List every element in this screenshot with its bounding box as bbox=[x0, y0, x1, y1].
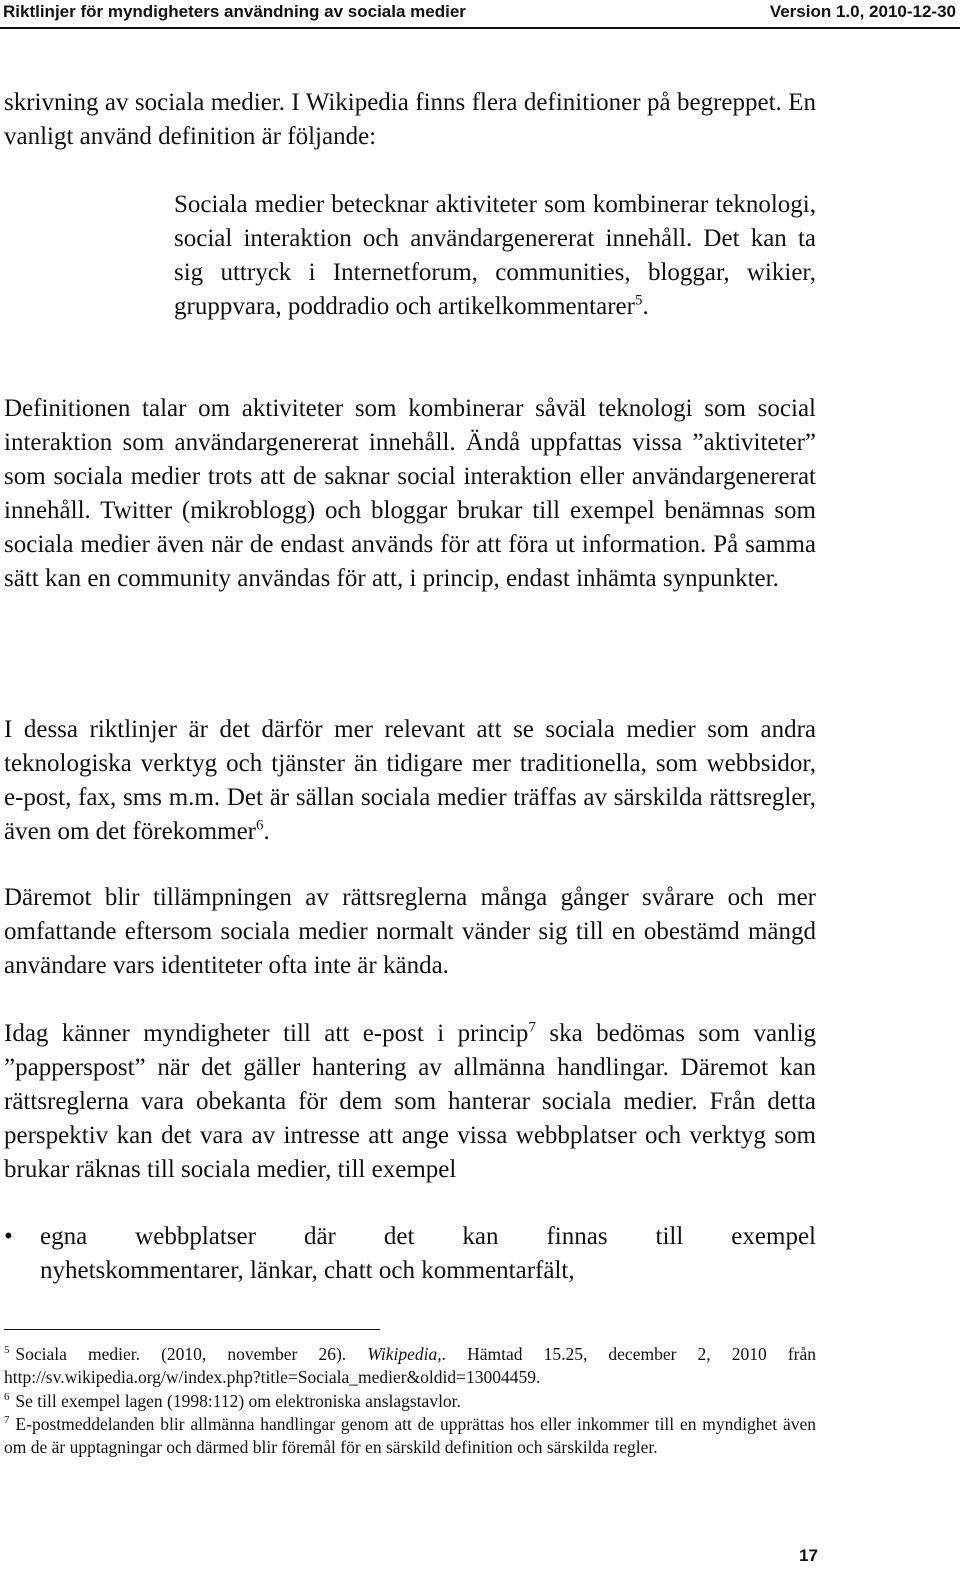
quote-text: Sociala medier betecknar aktiviteter som kombinerar teknologi, social interaktion och användargenererat innehåll. Det kan ta sig uttryck i Internetforum, communities, bloggar, wikier, gruppvara, poddradio och artikelkommentarer bbox=[174, 191, 816, 320]
footnote-number: 6 bbox=[4, 1390, 10, 1403]
list-item-line-2: nyhetskommentarer, länkar, chatt och kommentarfält, bbox=[40, 1257, 575, 1284]
footnote-5 bbox=[4, 1343, 816, 1390]
quote-end: . bbox=[642, 293, 649, 320]
footnote-number: 7 bbox=[4, 1414, 10, 1427]
footnote-ref-7[interactable]: 7 bbox=[528, 1019, 536, 1036]
footnote-text: E-postmeddelanden blir allmänna handlingar genom att de upprättas hos eller inkommer till en myndighet även om de är upptagningar och därmed blir föremål för en särskild definition och särskilda regler. bbox=[4, 1413, 816, 1458]
list-item-text bbox=[40, 1220, 816, 1288]
footnote-7 bbox=[4, 1413, 816, 1460]
footnotes bbox=[4, 1343, 816, 1459]
page-number: 17 bbox=[799, 1546, 818, 1565]
page-header bbox=[0, 0, 960, 30]
paragraph-end: . bbox=[263, 818, 270, 845]
document-title: Riktlinjer för myndigheters användning av sociala medier bbox=[3, 2, 466, 21]
definition-quote bbox=[174, 188, 816, 324]
paragraph-legal-rules: Däremot blir tillämpningen av rättsreglerna många gånger svårare och mer omfattande eftersom sociala medier normalt vänder sig till en obestämd mängd användare vars identiteter ofta inte är kända. bbox=[4, 884, 816, 979]
footnote-separator bbox=[4, 1329, 380, 1330]
footnote-url[interactable]: . Hämtad 15.25, december 2, 2010 från http://sv.wikipedia.org/w/index.php?title=Sociala_medier&oldid=13004459. bbox=[4, 1344, 816, 1388]
footnote-ref-5[interactable]: 5 bbox=[634, 292, 643, 309]
list-item-line-1: egna webbplatser där det kan finnas till exempel bbox=[40, 1223, 816, 1250]
intro-paragraph: skrivning av sociala medier. I Wikipedia finns flera definitioner på begreppet. En vanligt använd definition är följande: bbox=[4, 89, 816, 150]
footnote-text: Sociala medier. (2010, november 26). bbox=[15, 1344, 368, 1364]
bullet-icon: • bbox=[4, 1223, 13, 1250]
document-version: Version 1.0, 2010-12-30 bbox=[769, 2, 956, 21]
footnote-text: Se till exempel lagen (1998:112) om elektroniska anslagstavlor. bbox=[15, 1390, 461, 1411]
paragraph-text-rest: ska bedömas som vanlig ”papperspost” när det gäller hantering av allmänna handlingar. Däremot kan rättsreglerna vara obekanta för dem som hanterar sociala medier. Från detta perspektiv kan det vara av intresse att ange vissa webbplatser och verktyg som brukar räknas till sociala medier, till exempel bbox=[4, 1020, 817, 1183]
paragraph-email bbox=[4, 1017, 816, 1187]
footnote-ref-6[interactable]: 6 bbox=[256, 817, 264, 834]
footnote-6 bbox=[4, 1390, 816, 1413]
paragraph-text: I dessa riktlinjer är det därför mer relevant att se sociala medier som andra teknologiska verktyg och tjänster än tidigare mer traditionella, som webbsidor, e-post, fax, sms m.m. Det är sällan sociala medier träffas av särskilda rättsregler, även om det förekommer bbox=[4, 716, 816, 845]
footnote-number: 5 bbox=[4, 1344, 10, 1357]
paragraph-text-start: Idag känner myndigheter till att e-post i princip bbox=[4, 1020, 529, 1047]
paragraph-guidelines bbox=[4, 713, 816, 849]
footnote-source: Wikipedia, bbox=[367, 1344, 442, 1364]
header-rule bbox=[0, 27, 960, 29]
paragraph-definition-discussion: Definitionen talar om aktiviteter som kombinerar såväl teknologi som social interaktion som användargenererat innehåll. Ändå uppfattas vissa ”aktiviteter” som sociala medier trots att de saknar social interaktion eller användargenererat innehåll. Twitter (mikroblogg) och bloggar brukar till exempel benämnas som sociala medier även när de endast används för att föra ut information. På samma sätt kan en community användas för att, i princip, endast inhämta synpunkter. bbox=[4, 395, 816, 592]
